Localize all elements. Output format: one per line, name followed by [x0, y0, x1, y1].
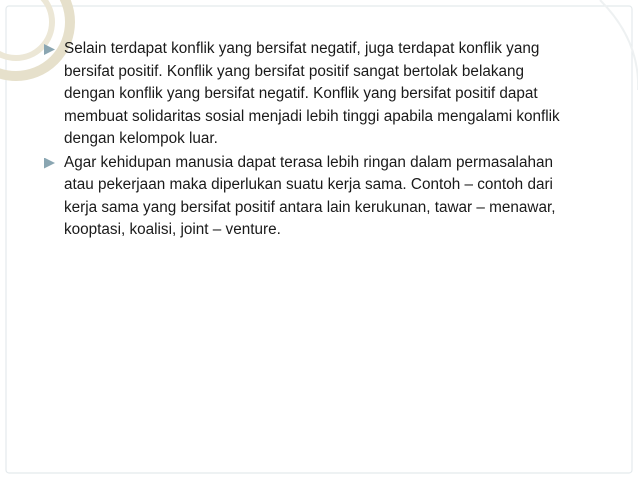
- bullet-line: dengan konflik yang bersifat negatif. Konflik yang bersifat positif dapat: [64, 85, 538, 102]
- bullet-line: Agar kehidupan manusia dapat terasa lebih ringan dalam permasalahan: [64, 153, 553, 171]
- bullet-line: Selain terdapat konflik yang bersifat negatif, juga terdapat konflik yang: [64, 40, 540, 57]
- bullet-line: atau pekerjaan maka diperlukan suatu kerja sama. Contoh – contoh dari: [64, 176, 553, 193]
- bullet-line: dengan kelompok luar.: [64, 130, 218, 147]
- bullet-list: [44, 38, 584, 243]
- bullet-item-1: [44, 38, 584, 151]
- bullet-line: kooptasi, koalisi, joint – venture.: [64, 221, 281, 238]
- bullet-item-2: [44, 152, 584, 242]
- bullet-arrow-icon: [44, 158, 55, 169]
- bullet-arrow-icon: [44, 44, 55, 55]
- bullet-line: bersifat positif. Konflik yang bersifat positif sangat bertolak belakang: [64, 62, 525, 80]
- bullet-line: membuat solidaritas sosial menjadi lebih tinggi apabila mengalami konflik: [64, 107, 560, 125]
- bullet-line: kerja sama yang bersifat positif antara lain kerukunan, tawar – menawar,: [64, 198, 556, 216]
